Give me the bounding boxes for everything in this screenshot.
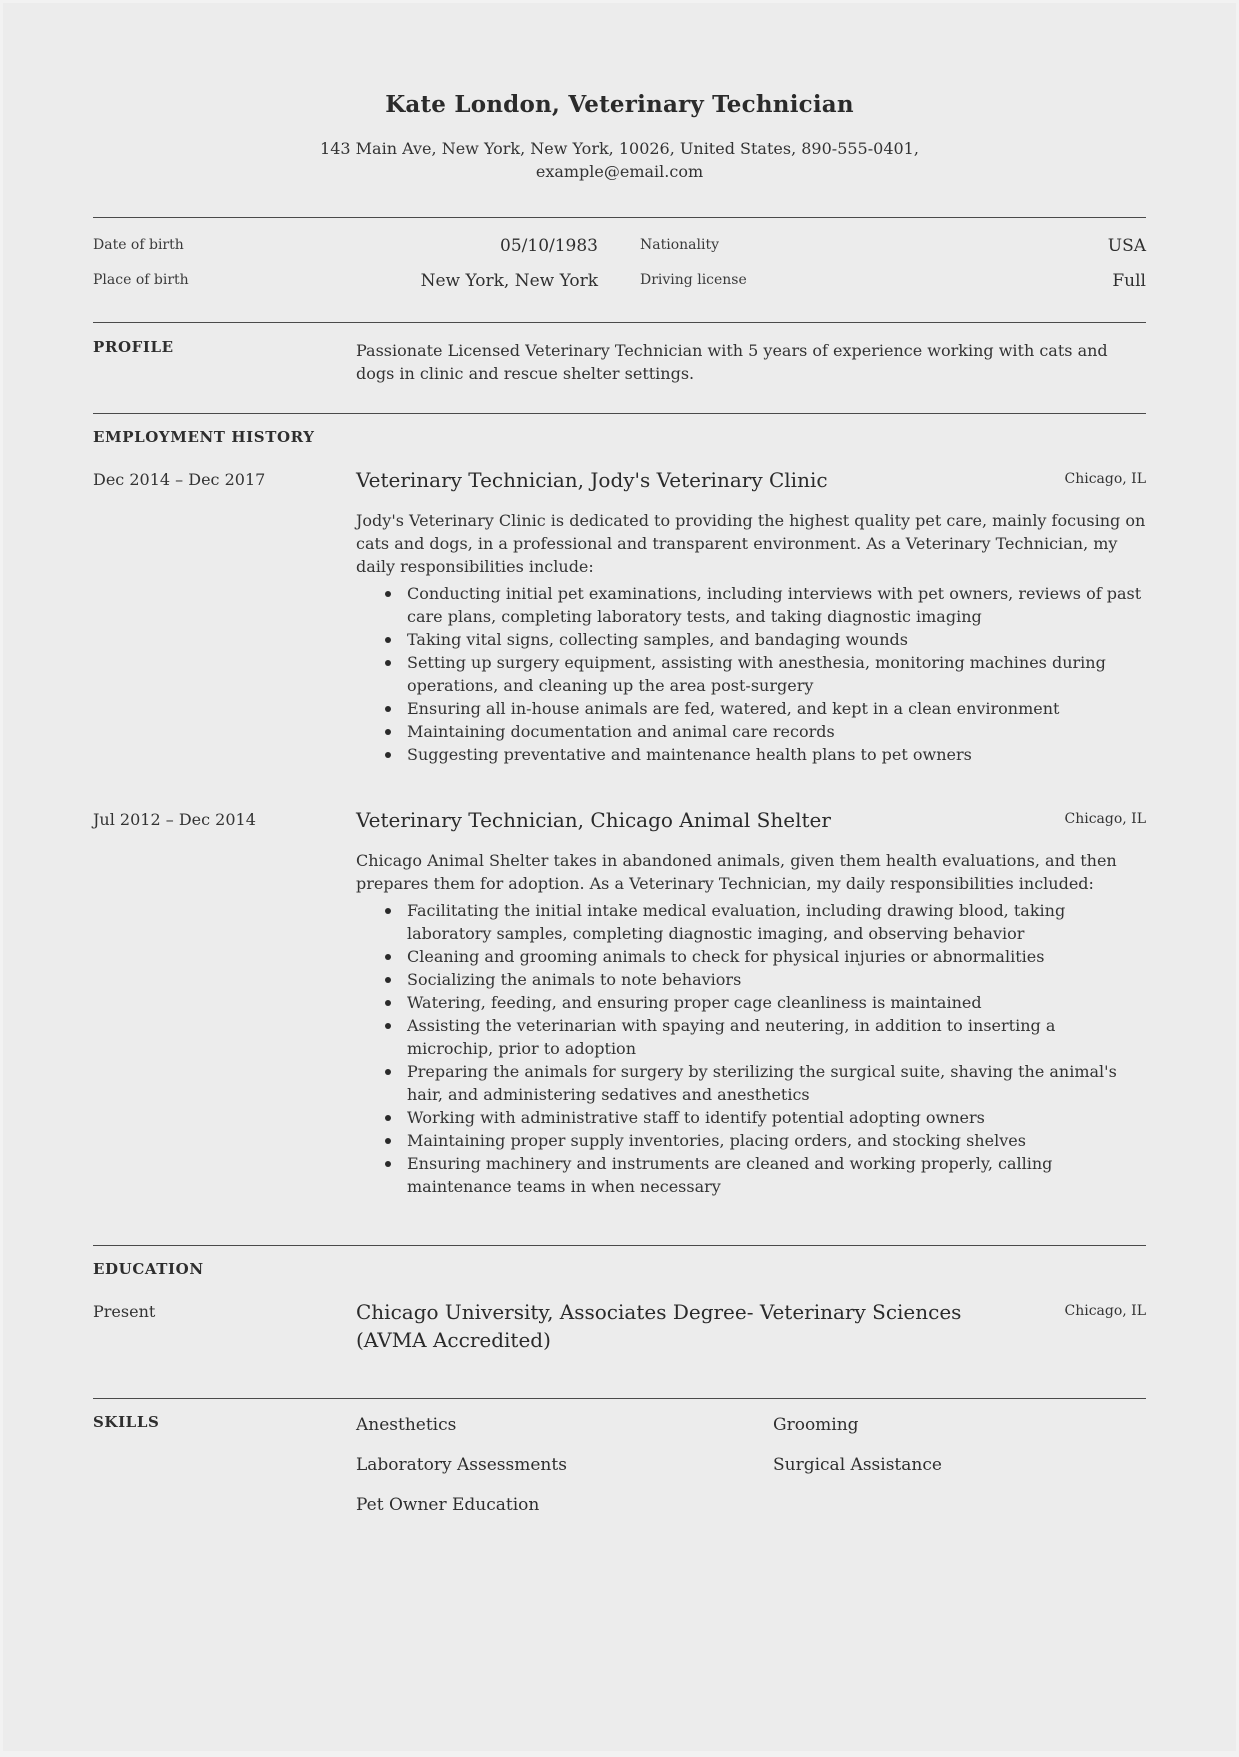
job-description: Chicago Animal Shelter takes in abandoned animals, given them health evaluations, and then prepares them for adoption. As a Veterinary Technician, my daily responsibilities included: (356, 851, 1117, 893)
divider (93, 322, 1146, 323)
dob-value: 05/10/1983 (500, 236, 598, 256)
job-title: Veterinary Technician, Chicago Animal Shelter (356, 808, 831, 832)
job-dates: Dec 2014 – Dec 2017 (93, 470, 266, 489)
education-dates: Present (93, 1302, 156, 1321)
list-item: Maintaining proper supply inventories, placing orders, and stocking shelves (407, 1129, 1146, 1152)
list-item: Watering, feeding, and ensuring proper cage cleanliness is maintained (407, 991, 1146, 1014)
responsibilities-list (356, 899, 1146, 1198)
profile-text: Passionate Licensed Veterinary Technician with 5 years of experience working with cats and dogs in clinic and rescue shelter settings. (356, 341, 1108, 383)
resume-header (3, 91, 1236, 183)
list-item: Setting up surgery equipment, assisting with anesthesia, monitoring machines during operations, and cleaning up the area post-surgery (407, 651, 1146, 697)
education-location: Chicago, IL (1064, 1303, 1146, 1319)
license-label: Driving license (640, 272, 747, 288)
list-item: Maintaining documentation and animal care records (407, 720, 1146, 743)
job-dates: Jul 2012 – Dec 2014 (93, 810, 256, 829)
job-title: Veterinary Technician, Jody's Veterinary Clinic (356, 468, 828, 492)
divider (93, 217, 1146, 218)
contact-address: 143 Main Ave, New York, New York, 10026, United States, 890-555-0401, (320, 139, 919, 158)
job-description: Jody's Veterinary Clinic is dedicated to providing the highest quality pet care, mainly focusing on cats and dogs, in a professional and transparent environment. As a Veterinary Technician, my daily responsibilities include: (356, 511, 1146, 576)
nationality-value: USA (1107, 236, 1146, 256)
list-item: Preparing the animals for surgery by sterilizing the surgical suite, shaving the animal's hair, and administering sedatives and anesthetics (407, 1060, 1146, 1106)
list-item: Working with administrative staff to identify potential adopting owners (407, 1106, 1146, 1129)
job-location: Chicago, IL (1064, 811, 1146, 827)
resume-page (3, 3, 1236, 1751)
job-location: Chicago, IL (1064, 471, 1146, 487)
job-description-block (356, 509, 1146, 766)
divider (93, 1245, 1146, 1246)
candidate-name: Kate London, Veterinary Technician (385, 91, 854, 118)
skill-item: Surgical Assistance (773, 1455, 942, 1475)
list-item: Cleaning and grooming animals to check for physical injuries or abnormalities (407, 945, 1146, 968)
pob-value: New York, New York (420, 271, 598, 291)
list-item: Assisting the veterinarian with spaying and neutering, in addition to inserting a microchip, prior to adoption (407, 1014, 1146, 1060)
skill-item: Anesthetics (356, 1415, 457, 1435)
list-item: Conducting initial pet examinations, including interviews with pet owners, reviews of past care plans, completing laboratory tests, and taking diagnostic imaging (407, 582, 1146, 628)
employment-heading: EMPLOYMENT HISTORY (93, 428, 315, 446)
education-heading: EDUCATION (93, 1260, 204, 1278)
license-value: Full (1112, 271, 1146, 291)
list-item: Socializing the animals to note behaviors (407, 968, 1146, 991)
education-degree: Chicago University, Associates Degree- Veterinary Sciences (AVMA Accredited) (356, 1300, 962, 1352)
nationality-label: Nationality (640, 237, 719, 253)
list-item: Facilitating the initial intake medical evaluation, including drawing blood, taking laboratory samples, completing diagnostic imaging, and observing behavior (407, 899, 1146, 945)
list-item: Ensuring all in-house animals are fed, watered, and kept in a clean environment (407, 697, 1146, 720)
job-description-block (356, 849, 1146, 1198)
list-item: Ensuring machinery and instruments are cleaned and working properly, calling maintenance teams in when necessary (407, 1152, 1146, 1198)
skills-heading: SKILLS (93, 1413, 160, 1431)
contact-info (3, 137, 1236, 183)
responsibilities-list (356, 582, 1146, 766)
skill-item: Laboratory Assessments (356, 1455, 567, 1475)
pob-label: Place of birth (93, 272, 189, 288)
skill-item: Grooming (773, 1415, 859, 1435)
divider (93, 1398, 1146, 1399)
contact-email: example@email.com (535, 162, 704, 181)
list-item: Suggesting preventative and maintenance health plans to pet owners (407, 743, 1146, 766)
skill-item: Pet Owner Education (356, 1495, 540, 1515)
list-item: Taking vital signs, collecting samples, and bandaging wounds (407, 628, 1146, 651)
divider (93, 413, 1146, 414)
dob-label: Date of birth (93, 237, 184, 253)
profile-heading: PROFILE (93, 338, 174, 356)
